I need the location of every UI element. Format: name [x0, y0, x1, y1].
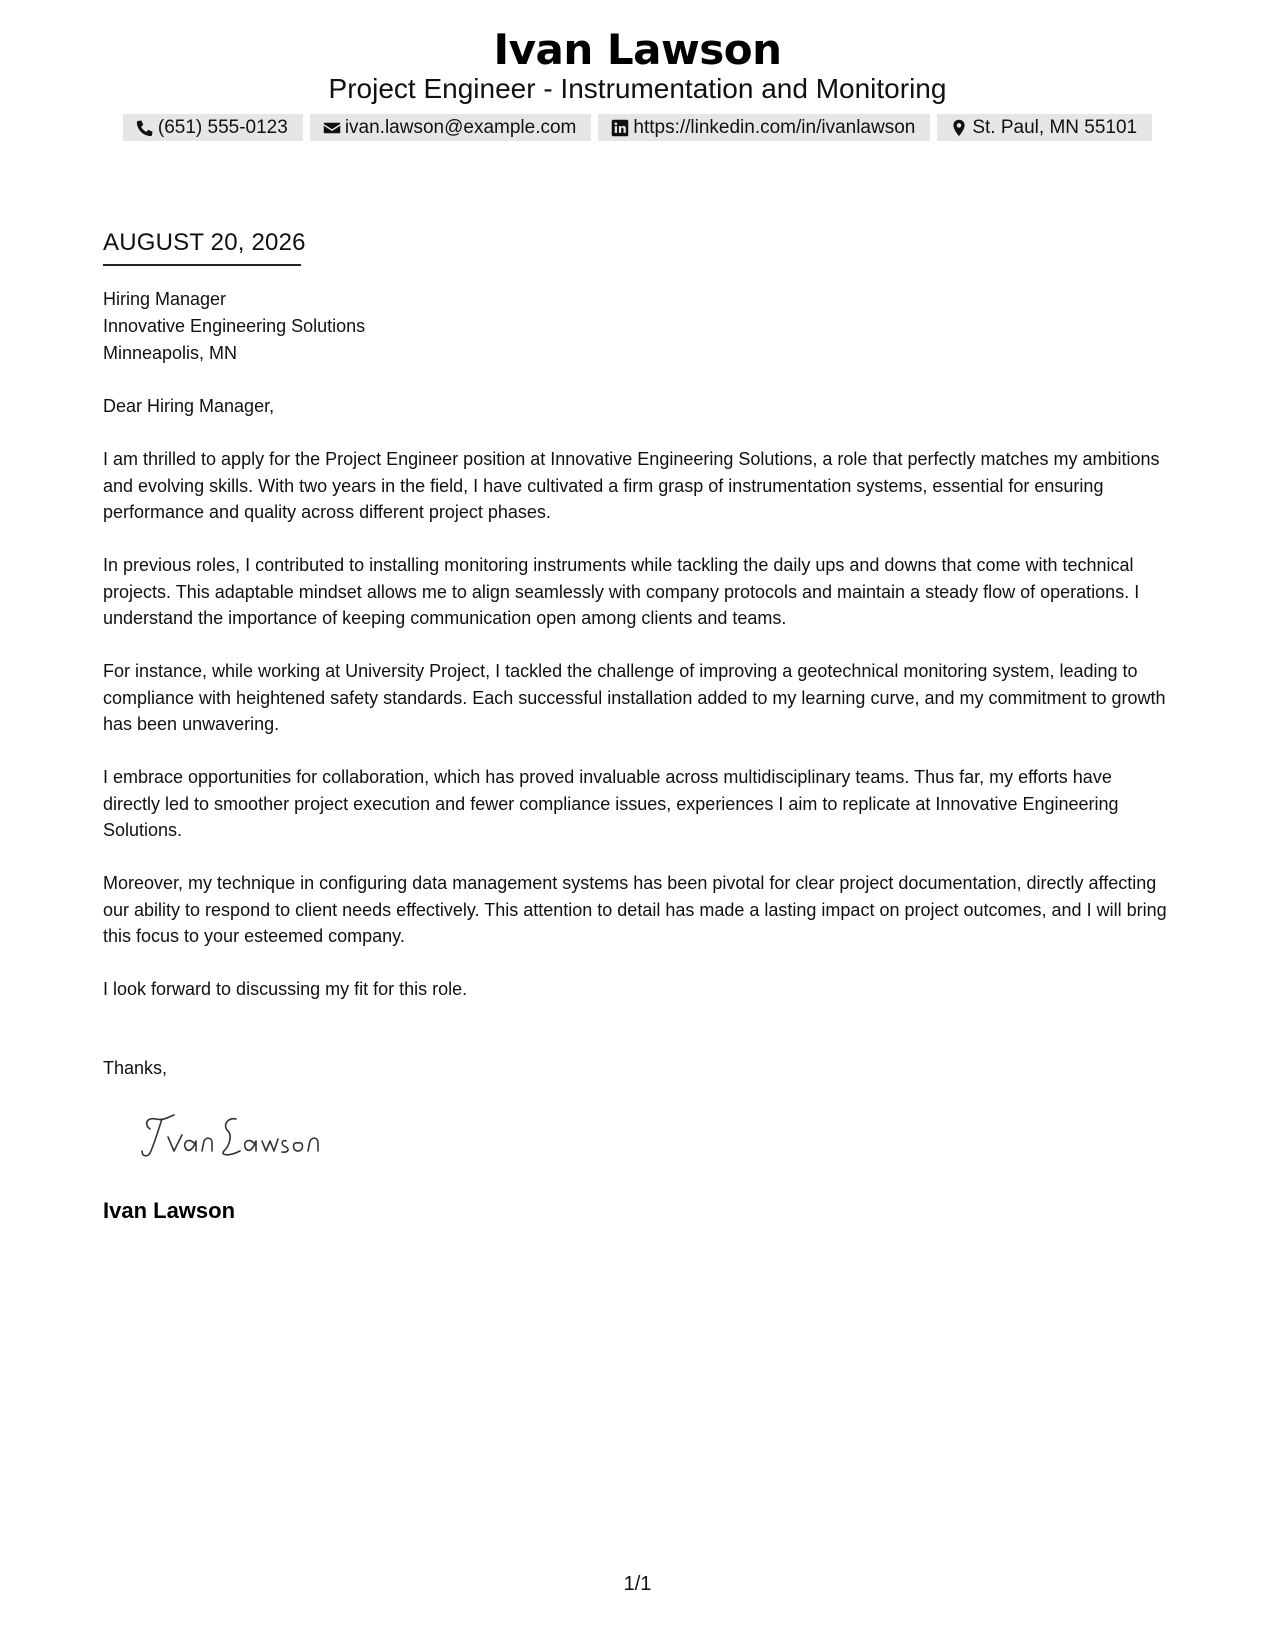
closing: Thanks, — [103, 1058, 168, 1078]
salutation: Dear Hiring Manager, — [103, 396, 275, 416]
linkedin-text: https://linkedin.com/in/ivanlawson — [633, 117, 916, 138]
recipient-block — [103, 286, 365, 367]
body-paragraph: I embrace opportunities for collaboration, which has proved invaluable across multidisciplinary teams. Thus far, my efforts have directly led to smoother project execution and fewer compliance issues, experiences I aim to replicate at Innovative Engineering Solutions. — [103, 767, 1119, 840]
envelope-icon — [322, 118, 342, 138]
contact-location — [937, 114, 1152, 141]
body-paragraph: I am thrilled to apply for the Project Engineer position at Innovative Engineering Solutions, a role that perfectly matches my ambitions and evolving skills. With two years in the field, I have cultivated a firm grasp of instrumentation systems, essential for ensuring performance and quality across different project phases. — [103, 449, 1160, 522]
body-paragraph: Moreover, my technique in configuring data management systems has been pivotal for clear project documentation, directly affecting our ability to respond to client needs effectively. This attention to detail has made a lasting impact on project outcomes, and I will bring this focus to your esteemed company. — [103, 873, 1167, 946]
phone-text: (651) 555-0123 — [157, 117, 288, 138]
email-text: ivan.lawson@example.com — [344, 117, 577, 138]
signature-name: Ivan Lawson — [103, 1198, 236, 1223]
linkedin-icon — [610, 118, 630, 138]
map-pin-icon — [949, 118, 969, 138]
recipient-line: Hiring Manager — [103, 289, 227, 309]
contact-bar — [0, 114, 1275, 141]
body-paragraph: In previous roles, I contributed to installing monitoring instruments while tackling the daily ups and downs that come with technical projects. This adaptable mindset allows me to align seamlessly with company protocols and maintain a steady flow of operations. I understand the importance of keeping communication open among clients and teams. — [103, 555, 1140, 628]
applicant-title: Project Engineer - Instrumentation and Monitoring — [328, 73, 947, 104]
body-paragraph: I look forward to discussing my fit for this role. — [103, 979, 468, 999]
handwritten-signature — [136, 1107, 336, 1167]
date-underline — [103, 264, 301, 266]
body-paragraph: For instance, while working at University Project, I tackled the challenge of improving a geotechnical monitoring system, leading to compliance with heightened safety standards. Each successful installation added to my learning curve, and my commitment to growth has been unwavering. — [103, 661, 1166, 734]
phone-icon — [135, 118, 155, 138]
contact-linkedin[interactable] — [598, 114, 930, 141]
page-number: 1/1 — [623, 1573, 652, 1595]
letter-date: AUGUST 20, 2026 — [103, 229, 306, 256]
contact-phone — [123, 114, 303, 141]
contact-email[interactable] — [310, 114, 592, 141]
applicant-name: Ivan Lawson — [493, 25, 782, 74]
recipient-line: Minneapolis, MN — [103, 343, 238, 363]
recipient-line: Innovative Engineering Solutions — [103, 316, 366, 336]
location-text: St. Paul, MN 55101 — [972, 117, 1138, 138]
